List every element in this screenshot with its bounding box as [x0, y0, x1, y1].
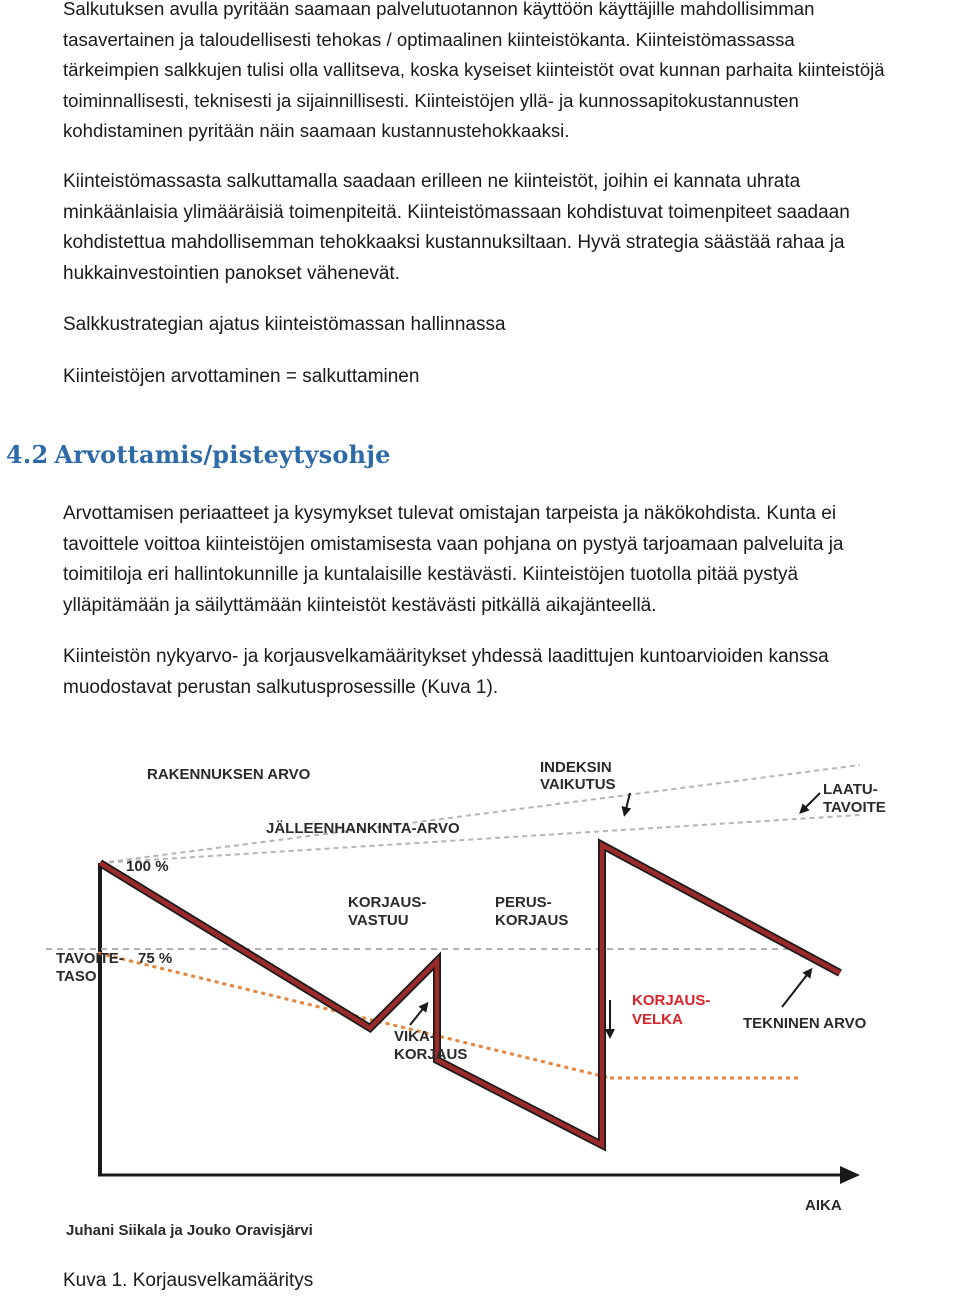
label-repair-responsibility: KORJAUS- — [348, 894, 427, 911]
text-line: muodostavat perustan salkutusprosessille (Kuva 1). — [63, 676, 499, 698]
technical-value-line — [100, 845, 840, 1145]
figure-caption: Kuva 1. Korjausvelkamääritys — [63, 1270, 314, 1291]
label-renovation: PERUS- — [495, 894, 552, 911]
label-quality-target: TAVOITE — [823, 799, 886, 816]
time-axis-arrow — [840, 1166, 860, 1184]
arrow-quality — [802, 793, 820, 811]
label-renovation: KORJAUS — [495, 912, 569, 929]
text-line: Kiinteistömassasta salkuttamalla saadaan erilleen ne kiinteistöt, joihin ei kannata uhrata — [63, 171, 801, 192]
label-technical-value: TEKNINEN ARVO — [743, 1015, 867, 1032]
text-line: tärkeimpien salkkujen tulisi olla vallitseva, koska kyseiset kiinteistöt ovat kunnan parhaita kiinteistöjä — [63, 59, 885, 80]
text-line: ylläpitämään ja säilyttämään kiinteistöt kestävästi pitkällä aikajänteellä. — [63, 594, 657, 616]
label-repair-debt: KORJAUS- — [632, 992, 711, 1009]
section-number: 4.2 — [6, 440, 49, 469]
figure-credit: Juhani Siikala ja Jouko Oravisjärvi — [66, 1222, 313, 1239]
paragraph-portfolio-goal — [63, 0, 953, 147]
text-line: kohdistettua mahdollisemman tehokkaaksi kustannuksiltaan. Hyvä strategia säästää rahaa ja — [63, 232, 845, 253]
text-line: Salkkustrategian ajatus kiinteistömassan hallinnassa — [63, 314, 506, 335]
arrow-technical — [782, 971, 810, 1007]
label-repair-debt: VELKA — [632, 1011, 683, 1028]
text-line: tasavertainen ja taloudellisesti tehokas / optimaalinen kiinteistökanta. Kiinteistömassassa — [63, 28, 795, 50]
paragraph-portfolio-benefits — [63, 167, 953, 289]
label-time: AIKA — [805, 1197, 842, 1214]
label-target-level: TASO — [56, 968, 97, 985]
text-line: Kiinteistön nykyarvo- ja korjausvelkamääritykset yhdessä laadittujen kuntoarvioiden kanssa — [63, 646, 829, 667]
repair-debt-diagram — [40, 745, 900, 1255]
text-line: minkäänlaisia ylimääräisiä toimenpiteitä. Kiinteistömassaan kohdistuvat toimenpiteet saadaan — [63, 201, 850, 223]
label-index-effect: INDEKSIN — [540, 759, 612, 776]
label-fault-repair: KORJAUS — [394, 1046, 468, 1063]
paragraph-strategy-idea — [63, 310, 953, 341]
label-100-percent: 100 % — [126, 858, 169, 875]
paragraph-current-value — [63, 642, 953, 703]
paragraph-valuation-principles — [63, 499, 953, 621]
label-building-value: RAKENNUKSEN ARVO — [147, 766, 311, 783]
label-target-level: TAVOITE- — [56, 950, 124, 967]
text-line: hukkainvestointien panokset vähenevät. — [63, 262, 400, 284]
text-line: Kiinteistöjen arvottaminen = salkuttaminen — [63, 366, 420, 387]
quality-target-line — [100, 815, 860, 863]
text-line: toimitiloja eri hallintokunnille ja kuntalaisille kestävästi. Kiinteistöjen tuotolla pitää pystyä — [63, 564, 799, 585]
text-line: toiminnallisesti, teknisesti ja sijainnillisesti. Kiinteistöjen yllä- ja kunnossapitokustannusten — [63, 89, 799, 111]
label-replacement-value: JÄLLEENHANKINTA-ARVO — [266, 820, 460, 837]
label-index-effect: VAIKUTUS — [540, 776, 616, 793]
paragraph-valuation-equals — [63, 362, 953, 393]
text-line: Arvottamisen periaatteet ja kysymykset tulevat omistajan tarpeista ja näkökohdista. Kunta ei — [63, 503, 837, 524]
arrow-index — [625, 793, 630, 813]
text-line: Salkutuksen avulla pyritään saamaan palvelutuotannon käyttöön käyttäjille mahdollisimman — [63, 0, 815, 19]
arrow-fault-repair — [410, 1005, 426, 1025]
label-fault-repair: VIKA- — [394, 1028, 435, 1045]
text-line: tavoittele voittoa kiinteistöjen omistamisesta vaan pohjana on pystyä tarjoamaan palveluita ja — [63, 533, 844, 555]
label-repair-responsibility: VASTUU — [348, 912, 409, 929]
label-quality-target: LAATU- — [823, 781, 878, 798]
text-line: kohdistaminen pyritään näin saamaan kustannustehokkaaksi. — [63, 120, 570, 141]
label-75-percent: 75 % — [138, 950, 173, 967]
section-title: Arvottamis/pisteytysohje — [54, 440, 391, 469]
section-heading — [6, 440, 391, 469]
